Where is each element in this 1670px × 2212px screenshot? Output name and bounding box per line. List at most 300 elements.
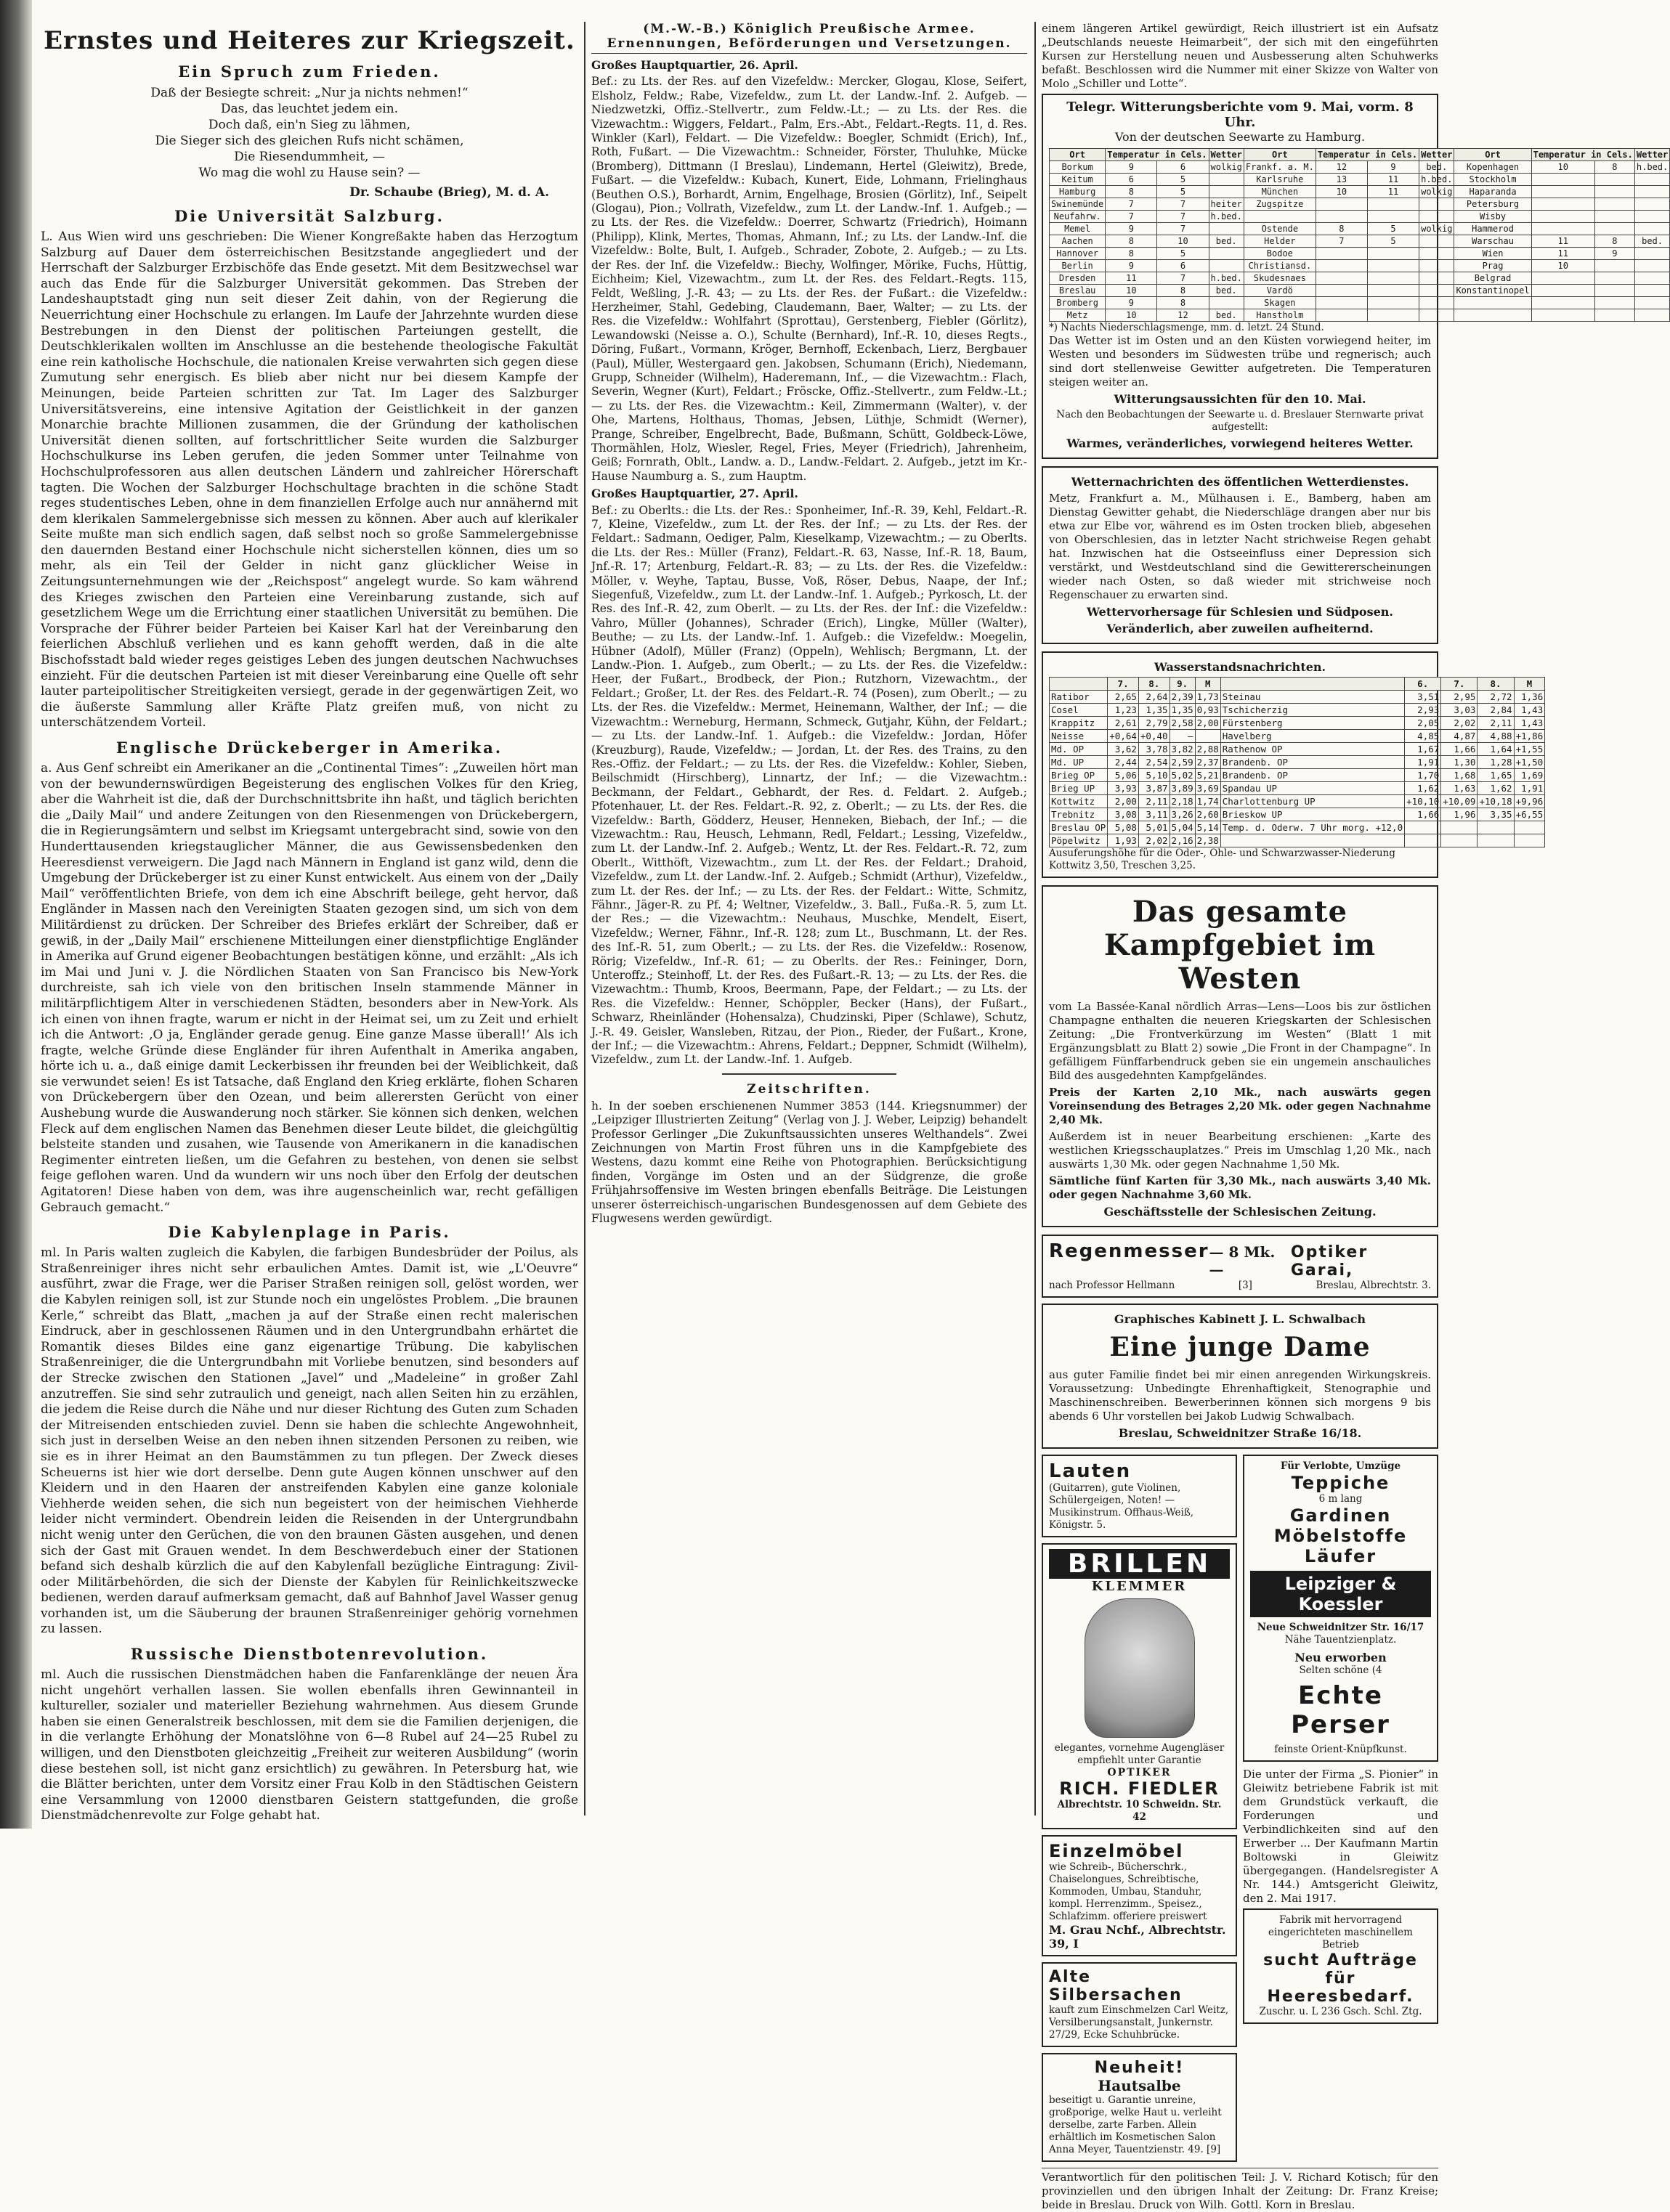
table-cell: 1,62 [1405, 782, 1441, 795]
table-cell: 9 [1106, 223, 1157, 235]
table-cell [1419, 297, 1454, 309]
table-cell: +10,10 [1405, 795, 1441, 808]
table-cell [1419, 235, 1454, 248]
map-advert-footer: Geschäftsstelle der Schlesischen Zeitung. [1103, 1205, 1377, 1219]
table-cell: — [1170, 730, 1195, 743]
table-cell [1634, 285, 1669, 297]
table-cell: Skagen [1244, 297, 1316, 309]
brillen-text: elegantes, vornehme Augengläser empfiehlt unter Garantie [1054, 1742, 1225, 1766]
public-weather [1042, 466, 1438, 644]
table-cell [1594, 198, 1634, 211]
carpet-advert [1243, 1455, 1438, 1762]
table-row [1050, 211, 1670, 223]
carpet-firm: Leipziger & Koessler [1250, 1571, 1431, 1617]
rain-gauge-number: [3] [1238, 1280, 1252, 1291]
table-cell: 3,51 [1405, 691, 1441, 704]
table-cell [1531, 297, 1594, 309]
table-cell [1594, 285, 1634, 297]
silver-text: kauft zum Einschmelzen Carl Weitz, Versilberungsanstalt, Junkernstr. 27/29, Ecke Schuhbrücke. [1049, 2004, 1229, 2041]
table-cell: Haparanda [1454, 186, 1531, 198]
factory-text: Fabrik mit hervorragend eingerichteten maschinellem Betrieb [1268, 1914, 1413, 1951]
table-cell: 1,65 [1478, 769, 1514, 782]
poem-line: Das, das leuchtet jedem ein. [220, 102, 399, 116]
table-cell: 7 [1157, 272, 1209, 285]
table-cell: 8 [1157, 285, 1209, 297]
table-cell: Borkum [1050, 161, 1106, 174]
table-cell [1478, 834, 1514, 847]
table-cell [1367, 211, 1419, 223]
table-cell [1454, 309, 1531, 322]
table-cell: 1,64 [1478, 743, 1514, 756]
section-header: Ernstes und Heiteres zur Kriegszeit. [44, 26, 575, 55]
table-cell: Frankf. a. M. [1244, 161, 1316, 174]
table-cell: 10 [1531, 260, 1594, 272]
table-cell: 2,39 [1170, 691, 1195, 704]
table-cell: +10,09 [1441, 795, 1478, 808]
salve-advert [1042, 2053, 1237, 2162]
imprint: Verantwortlich für den politischen Teil: J. V. Richard Kotisch; für den provinziellen und den übrigen Inhalt der Zeitung: Dr. Franz Kreise; beide in Breslau. Druck von Wilh. Gottl. Korn in Breslau. [1042, 2168, 1438, 2212]
table-cell [1531, 174, 1594, 186]
table-cell: Neisse [1050, 730, 1108, 743]
forecast-title: Witterungsaussichten für den 10. Mai. [1114, 392, 1366, 406]
table-cell: +1,86 [1514, 730, 1545, 743]
table-header: M [1514, 678, 1545, 691]
table-cell: 11 [1367, 186, 1419, 198]
table-cell: 8 [1106, 235, 1157, 248]
table-cell [1419, 309, 1454, 322]
table-cell: 0,93 [1195, 704, 1220, 717]
table-cell [1405, 834, 1441, 847]
table-cell: 5 [1367, 235, 1419, 248]
table-cell [1594, 211, 1634, 223]
table-cell: 2,02 [1138, 834, 1170, 847]
table-cell [1634, 211, 1669, 223]
weather-report [1042, 94, 1669, 459]
brillen-name: RICH. FIEDLER [1059, 1778, 1220, 1799]
rain-gauge-sub: nach Professor Hellmann [1049, 1280, 1175, 1291]
table-cell: Breslau [1050, 285, 1106, 297]
newspaper-page [41, 22, 1669, 2211]
brillen-address: Albrechtstr. 10 Schweidn. Str. 42 [1057, 1799, 1222, 1823]
table-row [1050, 161, 1670, 174]
table-row [1050, 285, 1670, 297]
table-cell: 4,88 [1478, 730, 1514, 743]
table-cell: +6,55 [1514, 808, 1545, 821]
table-header: 7. [1441, 678, 1478, 691]
continued-text: einem längeren Artikel gewürdigt, Reich illustriert ist ein Aufsatz „Deutschlands neueste Heimarbeit“, der sich mit den eingeführten Kursen zur Herstellung neuen und Ausbesserung alten Schuhwerks befaßt. Beschlossen wird die Nummer mit einer Skizze von Walter von Molo „Schiller und Lotte“. [1042, 22, 1438, 90]
table-cell: 3,03 [1441, 704, 1478, 717]
table-cell: +1,55 [1514, 743, 1545, 756]
carpet-item: Gardinen [1289, 1505, 1392, 1526]
table-header: Wetter [1209, 149, 1244, 161]
table-cell: Breslau OP [1050, 821, 1108, 834]
table-cell: Vardö [1244, 285, 1316, 297]
table-cell: 3,78 [1138, 743, 1170, 756]
table-cell [1531, 309, 1594, 322]
table-cell: h.bed. [1209, 211, 1244, 223]
table-cell: Md. UP [1050, 756, 1108, 769]
table-cell: 7 [1157, 211, 1209, 223]
salve-text: beseitigt u. Garantie unreine, großporige, welke Haut u. verleiht derselbe, zarte Farben. Allein erhältlich im Kosmetischen Salon Anna Meyer, Tauentzienstr. 49. [9] [1049, 2094, 1222, 2155]
table-row [1050, 260, 1670, 272]
water-table-body [1050, 691, 1545, 847]
article-body: ml. In Paris walten zugleich die Kabylen, die farbigen Bundesbrüder der Poilus, als Straßenreiniger ihres nicht sehr erbaulichen Amtes. Damit ist, wie „L'Oeuvre“ ausführt, zwar die Frage, wer die Pariser Straßen reinigen soll, gelöst worden, wer die Kabylen reinigen soll, ist zur Stunde noch ein ungelöstes Problem. „Die braunen Kerle,“ schreibt das Blatt, „machen ja auf der Straße einen recht malerischen Eindruck, aber in geschlossenen Räumen und in den Untergrundbahn erhärtet die Romantik dieses Bildes eine ganz eigenartige Trübung. Die kabylischen Straßenreiniger, die die Untergrundbahn mit Vorliebe benutzen, sind besonders auf der Strecke zwischen den Stationen „Javel“ und „Madeleine“ in großer Zahl anzutreffen. Sie sind sehr zutraulich und geneigt, nach allen Seiten hin zu erzählen, die jedem die Reise durch die Nähe und nur dieser Richtung des Guten zum Schaden der Mitreisenden entschieden zuviel. Denn sie haben die schlechte Angewohnheit, sich just in derselben Weise an den neben ihnen sitzenden Personen zu reiben, wie sie es in ihrer Heimat an den Baumstämmen zu tun pflegen. Der Zweck dieses Scheuerns ist hier wie dort derselbe. Denn gute Augen können unschwer auf den Kleidern und in den Haaren der anstreifenden Kabylen eine ganze koloniale Viehherde weiden sehen, die sich nun begeistert von der heimischen Viehherde leider nicht vermindert. Obendrein leiden die Reisenden in der Untergrundbahn nicht wenig unter den Gerüchen, die von den braunen Gästen ausgehen, und denen sich der Gast mit Grauen wendet. In dem Beschwerdebuch einer der Stationen befand sich deshalb kürzlich die auf den Kabylenfall bezügliche Eintragung: Zivil- oder Militärbehörden, die sich der Dienste der Kabylen für Reinlichkeitszwecke bedienen, werden darauf aufmerksam gemacht, daß auf Bahnhof Javel Wasser genug vorhanden ist, um die Säuberung der braunen Straßenreiniger gehörig vornehmen zu lassen. [41, 1245, 578, 1637]
right-adverts [1243, 1455, 1438, 2168]
table-cell: 11 [1531, 235, 1594, 248]
table-cell: 5,04 [1170, 821, 1195, 834]
carpet-item: Möbelstoffe [1273, 1526, 1408, 1546]
table-cell [1405, 821, 1441, 834]
magazines-title: Zeitschriften. [747, 1081, 872, 1097]
poem-line: Die Sieger sich des gleichen Rufs nicht schämen, [155, 134, 464, 148]
table-row [1050, 834, 1545, 847]
army-lists-header: (M.-W.-B.) Königlich Preußische Armee. Ernennungen, Beförderungen und Versetzungen. [591, 22, 1027, 54]
table-cell: 5 [1157, 186, 1209, 198]
table-cell [1209, 186, 1244, 198]
army-list: Bef.: zu Lts. der Res. auf den Vizefeldw.: Mercker, Glogau, Klose, Seifert, Elsholz, Feldw.; Rabe, Vizefeldw., zum Lt. der Landw.-Inf. 2. Aufgeb. — Niedzwetzki, Offiz.-Stellvertr., zum Feldw.-Lt.; — zu Lts. der Res. die Vizewachtm.: Wiggers, Feldart., Palm, Ers.-Abt., Feldart.-Regts. 11, d. Res. Winkler (Karl), Feldart. — Die Vizefeldw.: Boegler, Schmidt (Erich), Inf., Roth, Fußart. — Die Vizewachtm.: Schneider, Förster, Thuluhke, Mücke (Bromberg), Dittmann (I Breslau), Lindemann, Hertel (Gleiwitz), Brede, Fußart. — die Vizefeldw.: Kubach, Kunert, Eide, Lohmann, Frielinghaus (Beuthen O.S.), Borhardt, Arnim, Engelhage, Brosien (Görlitz), Inf., Seipelt (Glogau), Pion.; Vollrath, Vizefeldw., zum Lt. der Landw.-Inf. 1. Aufgeb.; — zu Lts. der Res. die Vizefeldw.: Doerrer, Schwartz (Friedrich), Hoimann (Philipp), Klink, Mertes, Thomas, Ahmann, Inf.; zu Lts. der Landw.-Inf. die Vizefeldw.: Bolte, Bult, I. Aufgeb., Schrader, Zobote, 2. Aufgeb.; — zu Lts. der Res. der Inf. die Vizefeldw.: Biechy, Wolfinger, Mörike, Fuchs, Hüttig, Eichheim; Kiel, Vizewachtm., zum Lt. der Res. des Feldart.-Regts. 115, Feldt, Weßling, J.-R. 43; — zu Lts. der Res. der Fußart.: die Vizefeldw.: Herzheimer, Stahl, Gedebing, Claudemann, Baer, Walter; — zu Lts. der Res. die Vizefeldw.: Wohlfahrt (Sprottau), Gerstenberg, Fiebler (Görlitz), Lewandowski (Neisse a. O.), Schulte (Bernhard), Inf.-R. 10, dieses Regts., Döring, Fußart., Vormann, Kröger, Bernhoff, Eckenbach, Lierz, Bergbauer (Paul), Müller, Westergaard gen. Jakobsen, Schumann (Erich), Niedemann, Grupp, Schneider (Wilhelm), Haderemann, Inf., — die Vizewachtm.: Flach, Severin, Wegner (Kurt), Feldart.; Fröscke, Offiz.-Stellvertr., zum Feldw.-Lt.; — zu Lts. der Res. die Vizewachtm.: Keil, Zimmermann (Walter), v. der Ohe, Martens, Holthaus, Thomas, Jebsen, Lüthje, Schmidt (Werner), Prange, Schreiber, Engelbrecht, Bade, Bußmann, Schütt, Goldbeck-Löwe, Thormählen, Holz, Wiesler, Regel, Fries, Meyer (Friedrich), Jahrenheim, Geiß; Fornrath, Oblt., Landw. a. D., Landw.-Feldart. 2. Aufgeb., jetzt im Kr.-Hause Naumburg a. S., zum Hauptm. [591, 75, 1027, 483]
article-body: L. Aus Wien wird uns geschrieben: Die Wiener Kongreßakte haben das Herzogtum Salzburg auf Dauer dem österreichischen Besitzstande angegliedert und der Herrschaft der Salzburger Erzbischöfe das Ende gesetzt. Mit dem Besitzwechsel war auch das Ende für die Salzburger Universität gekommen. Das Streben der Landeshauptstadt ging nun seit dieser Zeit dahin, von der Regierung die Neuerrichtung einer Hochschule zu erlangen. Im Laufe der Jahrzehnte wurden diese Bestrebungen in den Dienst der politischen Parteiungen gestellt, die Deutschklerikalen wollten im Anschlusse an die bestehende theologische Fakultät eine rein katholische Hochschule, die nationalen Kreise verwahrten sich gegen diese Zumutung sehr energisch. Es blieb aber nicht nur bei diesem Kampfe der Meinungen, beide Parteien schritten zur Tat. Im Lager des Salzburger Universitätsvereins, eine intensive Agitation der Geistlichkeit in der ganzen Monarchie brachte Millionen zusammen, die der Gründung der katholischen Universität dienen sollten, auf fortschrittlicher Seite wurden die Salzburger Hochschulkurse ins Leben gerufen, die jeden Sommer unter Teilnahme von Hochschulprofessoren aus allen deutschen Ländern und zahlreicher Hörerschaft tagten. Die Wochen der Salzburger Hochschultage brachten in die schöne Stadt reges studentisches Leben, ohne in dem finanziellen Erfolge auch nur annähernd mit dem klerikalen Sammelergebnisse sich messen zu können. Aber auch auf klerikaler Seite mußte man sich endlich sagen, daß selbst noch so große Sammelergebnisse den dauernden Bestand einer Hochschule nicht sicherstellen können, dies um so mehr, als ein Teil der Gelder in nicht ganz glücklicher Weise in Zeitungsunternehmungen wie der „Reichspost“ angelegt wurde. So kam während des Krieges zwischen den Parteien eine Vereinbarung zustande, sich auf gesetzlichem Wege um die Errichtung einer staatlichen Universität zu bemühen. Die Vorsprache der Führer beider Parteien bei Kaiser Karl hat der Vereinbarung den feierlichen Abschluß verliehen und es kann gehofft werden, daß in die alte Bischofsstadt bald wieder reges geistiges Leben des jungen deutschen Nachwuchses einzieht. Für die deutschen Parteien ist mit dieser Vereinbarung eine Quelle oft sehr lauter parteipolitischer Streitigkeiten versiegt, gerade in der gegenwärtigen Zeit, wo die äußerste Sammlung aller Kräfte Platz greifen muß, von nicht zu unterschätzendem Vorteil. [41, 229, 578, 731]
table-cell: wolkig [1419, 223, 1454, 235]
table-cell [1594, 272, 1634, 285]
public-forecast-title: Wettervorhersage für Schlesien und Südposen. [1086, 605, 1393, 619]
table-cell [1634, 248, 1669, 260]
table-cell: 5,14 [1195, 821, 1220, 834]
table-cell: Hammerod [1454, 223, 1531, 235]
divider [722, 1073, 896, 1075]
moebel-firm: M. Grau Nchf., Albrechtstr. 39, I [1049, 1923, 1226, 1951]
table-cell [1367, 297, 1419, 309]
table-cell [1441, 834, 1478, 847]
table-cell: 2,59 [1170, 756, 1195, 769]
table-cell: 8 [1157, 297, 1209, 309]
table-cell: 1,67 [1405, 743, 1441, 756]
table-cell: 2,00 [1195, 717, 1220, 730]
lauten-advert [1042, 1455, 1237, 1537]
public-forecast-text: Veränderlich, aber zuweilen aufheiternd. [1106, 622, 1374, 635]
table-cell: Petersburg [1454, 198, 1531, 211]
table-cell [1594, 223, 1634, 235]
table-cell: 2,61 [1108, 717, 1139, 730]
table-cell: Pöpelwitz [1050, 834, 1108, 847]
moebel-text: wie Schreib-, Bücherschrk., Chaiselongues, Schreibtische, Kommoden, Umbau, Standuhr, kompl. Herrenzimm., Speisez., Schlafzimm. offeriere preiswert [1049, 1861, 1207, 1922]
table-header: M [1195, 678, 1220, 691]
table-header [1220, 678, 1404, 691]
table-row [1050, 769, 1545, 782]
table-cell: +10,18 [1478, 795, 1514, 808]
table-cell [1316, 260, 1367, 272]
table-cell: Karlsruhe [1244, 174, 1316, 186]
table-cell: 7 [1106, 211, 1157, 223]
table-cell [1531, 285, 1594, 297]
table-cell: Hamburg [1050, 186, 1106, 198]
table-cell [1419, 285, 1454, 297]
table-cell: 9 [1106, 260, 1157, 272]
table-cell [1634, 186, 1669, 198]
persian-sub: feinste Orient-Knüpfkunst. [1274, 1744, 1407, 1755]
carpet-rare [1250, 1664, 1431, 1677]
rain-gauge-price: — 8 Mk. — [1209, 1243, 1276, 1278]
poem-title: Ein Spruch zum Frieden. [178, 62, 441, 81]
carpet-item: Läufer [1304, 1546, 1377, 1566]
table-cell: 2,54 [1138, 756, 1170, 769]
table-cell [1220, 834, 1404, 847]
table-cell: heiter [1209, 198, 1244, 211]
table-cell: 7 [1106, 198, 1157, 211]
brillen-optiker: OPTIKER [1107, 1767, 1172, 1778]
table-cell: 8 [1594, 235, 1634, 248]
weather-footnote: *) Nachts Niederschlagsmenge, mm. d. letzt. 24 Stund. [1049, 322, 1324, 333]
table-header: Ort [1050, 149, 1106, 161]
table-cell: 2,65 [1108, 691, 1139, 704]
table-cell [1514, 821, 1545, 834]
table-cell: 1,28 [1478, 756, 1514, 769]
table-cell: 10 [1106, 309, 1157, 322]
table-cell: 1,43 [1514, 717, 1545, 730]
table-cell: 3,08 [1108, 808, 1139, 821]
table-cell [1316, 297, 1367, 309]
lauten-text: (Guitarren), gute Violinen, Schülergeigen, Noten! — Musikinstrum. Offhaus-Weiß, Königstr. 5. [1049, 1482, 1194, 1531]
public-weather-text: Metz, Frankfurt a. M., Mülhausen i. E., Bamberg, haben am Dienstag Gewitter gehabt, die Niederschläge drangen aber nur bis etwa zur Elbe vor, während es im Osten trocken blieb, abgesehen von Oberschlesien, das in letzter Nacht strichweise Regen gehabt hat. Inzwischen hat die Ostseeinfluss einer Depression sich verstärkt, und Westdeutschland sind die Gewittererscheinungen wieder nach Osten, so daß wieder mit strichweise noch Regenschauer zu erwarten sind. [1049, 492, 1431, 601]
table-cell: Brieg OP [1050, 769, 1108, 782]
table-cell [1367, 285, 1419, 297]
table-cell: bed. [1209, 285, 1244, 297]
table-cell: +0,64 [1108, 730, 1139, 743]
table-cell: 4,85 [1405, 730, 1441, 743]
table-cell: Prag [1454, 260, 1531, 272]
table-cell [1367, 309, 1419, 322]
job-advert-header: Graphisches Kabinett J. L. Schwalbach [1114, 1312, 1366, 1326]
table-cell [1454, 297, 1531, 309]
salve-title: Neuheit! [1094, 2059, 1185, 2077]
table-cell: 10 [1106, 285, 1157, 297]
table-cell: Wisby [1454, 211, 1531, 223]
article-title: Russische Dienstbotenrevolution. [130, 1645, 489, 1664]
table-cell: 12 [1157, 309, 1209, 322]
poem-line: Wo mag die wohl zu Hause sein? — [198, 166, 421, 180]
table-row [1050, 756, 1545, 769]
table-cell [1316, 272, 1367, 285]
table-cell: 8 [1594, 161, 1634, 174]
carpet-address2: Nähe Tauentzienplatz. [1284, 1634, 1397, 1646]
job-advert-text: aus guter Familie findet bei mir einen anregenden Wirkungskreis. Voraussetzung: Unbedingte Ehrenhaftigkeit, Stenographie und Maschinenschreiben. Bewerberinnen können sich morgens 9 bis abends 6 Uhr vorstellen bei Jakob Ludwig Schwalbach. [1049, 1368, 1431, 1423]
table-cell: Belgrad [1454, 272, 1531, 285]
table-cell: 9 [1106, 297, 1157, 309]
table-cell: 8 [1106, 248, 1157, 260]
table-cell: Neufahrw. [1050, 211, 1106, 223]
table-cell: Brieskow UP [1220, 808, 1404, 821]
table-cell: 5 [1367, 223, 1419, 235]
table-cell: Ratibor [1050, 691, 1108, 704]
carpet-address: Neue Schweidnitzer Str. 16/17 [1257, 1622, 1424, 1633]
table-cell: 12 [1316, 161, 1367, 174]
table-cell [1316, 198, 1367, 211]
table-cell: Cosel [1050, 704, 1108, 717]
rain-gauge-title: Regenmesser [1049, 1240, 1209, 1262]
rain-gauge-advert [1042, 1235, 1438, 1298]
table-cell: Helder [1244, 235, 1316, 248]
table-cell [1594, 174, 1634, 186]
table-cell: 1,73 [1195, 691, 1220, 704]
table-cell: 1,63 [1441, 782, 1478, 795]
table-cell: Trebnitz [1050, 808, 1108, 821]
table-row [1050, 730, 1545, 743]
table-cell: 10 [1157, 235, 1209, 248]
carpet-new: Neu erworben [1294, 1651, 1387, 1664]
table-cell: 11 [1367, 174, 1419, 186]
table-cell: Wien [1454, 248, 1531, 260]
column-rule [1034, 22, 1036, 1815]
left-adverts [1042, 1455, 1237, 2168]
article-title: Die Kabylenplage in Paris. [168, 1223, 451, 1242]
table-cell: 2,37 [1195, 756, 1220, 769]
table-cell: 1,68 [1441, 769, 1478, 782]
table-cell [1634, 297, 1669, 309]
table-cell: 3,93 [1108, 782, 1139, 795]
carpet-item: Teppiche [1291, 1473, 1390, 1493]
column-middle [591, 22, 1027, 1815]
table-header: 9. [1170, 678, 1195, 691]
table-cell [1209, 248, 1244, 260]
table-cell: 2,11 [1478, 717, 1514, 730]
table-cell: bed. [1209, 235, 1244, 248]
table-cell: 6 [1157, 260, 1209, 272]
table-cell: Hannover [1050, 248, 1106, 260]
table-cell: 1,62 [1478, 782, 1514, 795]
carpet-item-note: 6 m lang [1318, 1493, 1363, 1505]
table-cell: 8 [1316, 223, 1367, 235]
table-cell: Swinemünde [1050, 198, 1106, 211]
table-row [1050, 174, 1670, 186]
table-cell [1634, 198, 1669, 211]
table-cell: 1,93 [1108, 834, 1139, 847]
table-cell: 1,91 [1514, 782, 1545, 795]
moebel-advert [1042, 1835, 1237, 1956]
table-cell: Aachen [1050, 235, 1106, 248]
table-cell [1209, 174, 1244, 186]
table-cell: 1,91 [1405, 756, 1441, 769]
table-cell: 6 [1106, 174, 1157, 186]
table-cell [1419, 198, 1454, 211]
table-cell [1441, 821, 1478, 834]
table-cell [1531, 186, 1594, 198]
table-cell: 2,79 [1138, 717, 1170, 730]
poem-line: Daß der Besiegte schreit: „Nur ja nichts nehmen!“ [150, 86, 469, 100]
table-cell: 1,69 [1514, 769, 1545, 782]
table-cell: Charlottenburg UP [1220, 795, 1404, 808]
table-cell: 5,02 [1170, 769, 1195, 782]
table-cell: bed. [1634, 235, 1669, 248]
table-cell: 1,96 [1441, 808, 1478, 821]
table-cell: h.bed. [1209, 272, 1244, 285]
factory-title: sucht Aufträge für Heeresbedarf. [1263, 1951, 1418, 2006]
poem [41, 85, 578, 181]
article-title: Die Universität Salzburg. [174, 207, 445, 225]
table-cell: München [1244, 186, 1316, 198]
table-cell: 11 [1106, 272, 1157, 285]
job-advert-headline: Eine junge Dame [1109, 1332, 1371, 1362]
silver-title: Alte Silbersachen [1049, 1968, 1183, 2004]
column-left [41, 22, 578, 1823]
table-cell: Skudesnaes [1244, 272, 1316, 285]
table-cell [1531, 272, 1594, 285]
lauten-title: Lauten [1049, 1460, 1132, 1482]
army-list: Bef.: zu Oberlts.: die Lts. der Res.: Sponheimer, Inf.-R. 39, Kehl, Feldart.-R. 7, Kleine, Vizefeldw., zum Lt. der Res. der Inf.; — zu Lts. der Res. der Feldart.: Sadmann, Oediger, Palm, Kieselkamp, Vizewachtm.; — zu Oberlts. die Lts. der Res.: Müller (Franz), Feldart.-R. 63, Nasse, Inf.-R. 18, Baum, Jnf.-R. 17; Artenburg, Feldart.-R. 83; — zu Lts. der Res. die Vizefeldw.: Möller, v. Weyhe, Taptau, Busse, Voß, Röser, Debus, Naape, der Inf.; Siegenfuß, Vizefeldw., zum Lt. der Landw.-Inf. 1. Aufgeb.; Pyrkosch, Lt. der Res. des Inf.-R. 42, zum Oberlt. — zu Lts. der Res. der Inf.: die Vizefeldw.: Vahro, Müller (Johannes), Schrader (Erich), Lingke, Müller (Walter), Beuthe; — zu Lts. der Landw.-Inf. 1. Aufgeb.: die Vizefeldw.: Moegelin, Hübner (Adolf), Müller (Franz) (Oppeln), Wehlisch; Bergmann, Lt. der Landw.-Pion. 1. Aufgeb., zum Oberlt.; — zu Lts. der Res. die Vizefeldw.: Heer, der Fußart., Brodbeck, der Pion.; Rutzhorn, Vizewachtm., der Feldart.; Großer, Lt. der Res. des Feldart.-R. 74 (Posen), zum Oberlt.; — zu Lts. der Res. die Vizefeldw.: Mermet, Heinemann, Walther, der Inf.; — die Vizewachtm.: Werneburg, Hermann, Schmeck, Gutjahr, Kühn, der Feldart.; — zu Lts. der Landw.-Inf. 1. Aufgeb.: die Vizefeldw.: Jordan, Höfer (Kreuzburg), Raude, Vizefeldw.; — Jordan, Lt. der Res. des Trains, zu den Res.-Offiz. der Feldart.; — zu Lts. der Res. die Vizefeldw.: Kohler, Sieben, Beilschmidt (Hirschberg), Linnartz, der Inf.; — die Vizewachtm.: Beckmann, der Feldart., Gebhardt, der Res. d. Feldart. 2. Aufgeb.; Pfotenhauer, Lt. der Res. Feldart.-R. 92, z. Oberlt.; — zu Lts. der Res. die Vizefeldw.: Barth, Gödderz, Heuser, Henneken, Biebach, der Inf.; — die Vizewachtm.: Rau, Heusch, Lehmann, Redl, Feldart.; Lessing, Vizefeldw., zum Lt. der Landw.-Inf. 2. Aufgeb.; Wentz, Lt. der Res. Feldart.-R. 72, zum Oberlt., Witthöft, Vizewachtm., zum Lt. der Res. der Feldart.; Drahoid, Vizefeldw., zum Lt. der Landw.-Inf. 2. Aufgeb.; Schmidt (Arthur), Vizefeldw., zum Lt. der Res. der Inf.; — zu Lts. der Res. der Feldart.: Witte, Schmitz, Fähnr., Jäger-R. zu Pf. 4; Weltner, Vizefeldw., 3. Ball., Fußa.-R. 5, zum Lt. der Res.; — die Vizewachtm.: Neuhaus, Muschke, Mendelt, Eisert, Vizefeldw.; Werner, Fähnr., Inf.-R. 128; zum Lt., Buschmann, Lt. der Res. des Inf.-R. 51, zum Oberlt.; — zu Lts. der Res. die Vizefeldw.: Rosenow, Rörig; Vizefeldw., Inf.-R. 61; — zu Oberlts. der Res.: Feininger, Dorn, Unteroffz.; Steinhoff, Lt. der Res. des Fußart.-R. 13; — zu Lts. der Res. die Vizewachtm.: Thumb, Kroos, Beermann, Pape, der Feldart.; — zu Lts. der Res. die Vizefeldw.: Henner, Schöppler, Becker (Hans), der Fußart., Schwarz, Rheinländer (Hohensalza), Chudzinski, Piper (Schlawe), Schutz, J.-R. 49. Geisler, Wansleben, Ritzau, der Pion., Rieder, der Fußart., Krone, der Inf.; — die Vizewachtm.: Ahrens, Feldart.; Deppner, Schmidt (Wilhelm), Vizefeldw., zum Lt. der Landw.-Inf. 1. Aufgeb. [591, 503, 1027, 1067]
table-row [1050, 704, 1545, 717]
table-row [1050, 297, 1670, 309]
table-cell [1209, 223, 1244, 235]
table-cell [1634, 174, 1669, 186]
table-cell: 2,60 [1195, 808, 1220, 821]
table-cell [1634, 260, 1669, 272]
article-title: Englische Drückeberger in Amerika. [115, 739, 503, 757]
table-cell: 3,82 [1170, 743, 1195, 756]
table-cell: 9 [1367, 161, 1419, 174]
table-cell: 5 [1157, 174, 1209, 186]
table-cell: Hanstholm [1244, 309, 1316, 322]
forecast-source: Nach den Beobachtungen der Seewarte u. d. Breslauer Sternwarte privat aufgestellt: [1056, 409, 1424, 433]
table-cell: 2,84 [1478, 704, 1514, 717]
water-levels [1042, 651, 1544, 878]
table-cell: 3,89 [1170, 782, 1195, 795]
column-right [1042, 22, 1669, 2211]
table-cell: wolkig [1419, 186, 1454, 198]
book-binding-shadow [0, 0, 32, 1829]
table-cell: 1,66 [1405, 808, 1441, 821]
table-cell: 1,66 [1441, 743, 1478, 756]
rain-gauge-seller: Optiker Garai, [1290, 1243, 1369, 1280]
table-row [1050, 691, 1545, 704]
table-cell: 9 [1106, 161, 1157, 174]
article-body: ml. Auch die russischen Dienstmädchen haben die Fanfarenklänge der neuen Ära nicht ungehört verhallen lassen. Sie wollen ebenfalls ihren Gewinnanteil in kultureller, sozialer und materieller Beziehung wahrnehmen. Aus diesem Grunde haben sie einen Generalstreik beschlossen, mit dem sie die Familien derjenigen, die in die verlangte Erhöhung der Monatslöhne von 6—8 Rubel auf 24—25 Rubel zu willigen, und den Dienstboten gleichzeitig „Freiheit zur weiteren Ausbildung“ (worin diese bestehen soll, ist nicht ganz ersichtlich) zu gewähren. In Petersburg hat, wie die Blätter berichten, unter dem Vorsitz einer Frau Kolb in den Städtischen Geistern eine Versammlung von 12000 dienstbaren Geistern stattgefunden, die große Dienstmädchenrevolte zur Folge gehabt hat. [41, 1667, 578, 1823]
table-cell [1531, 198, 1594, 211]
weather-table [1049, 148, 1670, 322]
table-cell [1419, 272, 1454, 285]
brillen-title: BRILLEN [1049, 1549, 1230, 1579]
carpet-title: Für Verlobte, Umzüge [1280, 1460, 1401, 1472]
table-cell: Havelberg [1220, 730, 1404, 743]
public-weather-title: Wetternachrichten des öffentlichen Wetterdienstes. [1071, 475, 1409, 489]
table-cell: 5,08 [1108, 821, 1139, 834]
column-rule [584, 22, 585, 1815]
table-cell: Kopenhagen [1454, 161, 1531, 174]
gleiwitz-notice: Die unter der Firma „S. Pionier“ in Gleiwitz betriebene Fabrik ist mit dem Grundstück verkauft, die Forderungen und Verbindlichkeiten sind auf den Erwerber ... Der Kaufmann Martin Boltowski in Gleiwitz übergegangen. (Handelsregister A Nr. 144.) Amtsgericht Gleiwitz, den 2. Mai 1917. [1243, 1768, 1438, 1905]
table-cell [1316, 211, 1367, 223]
table-cell: 9 [1594, 248, 1634, 260]
map-advert-price: Preis der Karten 2,10 Mk., nach auswärts gegen Voreinsendung des Betrages 2,20 Mk. oder gegen Nachnahme 2,40 Mk. [1049, 1086, 1431, 1126]
table-cell: Bodoe [1244, 248, 1316, 260]
weather-summary: Das Wetter ist im Osten und an den Küsten vorwiegend heiter, im Westen und besonders im Südwesten trübe und regnerisch; auch sind dort stellenweise Gewitter aufgetreten. Die Temperaturen steigen weiter an. [1049, 334, 1431, 389]
table-cell: 2,58 [1170, 717, 1195, 730]
table-cell: Dresden [1050, 272, 1106, 285]
forecast-text: Warmes, veränderliches, vorwiegend heiteres Wetter. [1066, 436, 1414, 450]
table-cell [1594, 186, 1634, 198]
table-cell: 2,05 [1405, 717, 1441, 730]
table-cell: 1,35 [1170, 704, 1195, 717]
table-cell: 3,11 [1138, 808, 1170, 821]
table-cell: Steinau [1220, 691, 1404, 704]
table-cell: h.bed. [1634, 161, 1669, 174]
table-cell [1594, 309, 1634, 322]
moebel-title: Einzelmöbel [1049, 1841, 1184, 1861]
table-cell: Brandenb. OP [1220, 769, 1404, 782]
table-cell: 2,11 [1138, 795, 1170, 808]
table-cell [1419, 260, 1454, 272]
map-advert-text: vom La Bassée-Kanal nördlich Arras—Lens—Loos bis zur östlichen Champagne enthalten die neueren Kriegskarten der Schlesischen Zeitung: „Die Frontverkürzung im Westen“ (Blatt 1 mit Ergänzungsblatt zu Blatt 2) sowie „Die Front in der Champagne“. In gefälligem Fünffarbendruck geben sie ein ungemein anschauliches Bild des ausgedehnten Kampfgeländes. [1049, 1000, 1431, 1082]
table-cell: +9,96 [1514, 795, 1545, 808]
table-cell: Temp. d. Oderw. 7 Uhr morg. +12,0 [1220, 821, 1404, 834]
army-list-intro: Großes Hauptquartier, 27. April. [591, 487, 798, 501]
table-cell [1209, 260, 1244, 272]
